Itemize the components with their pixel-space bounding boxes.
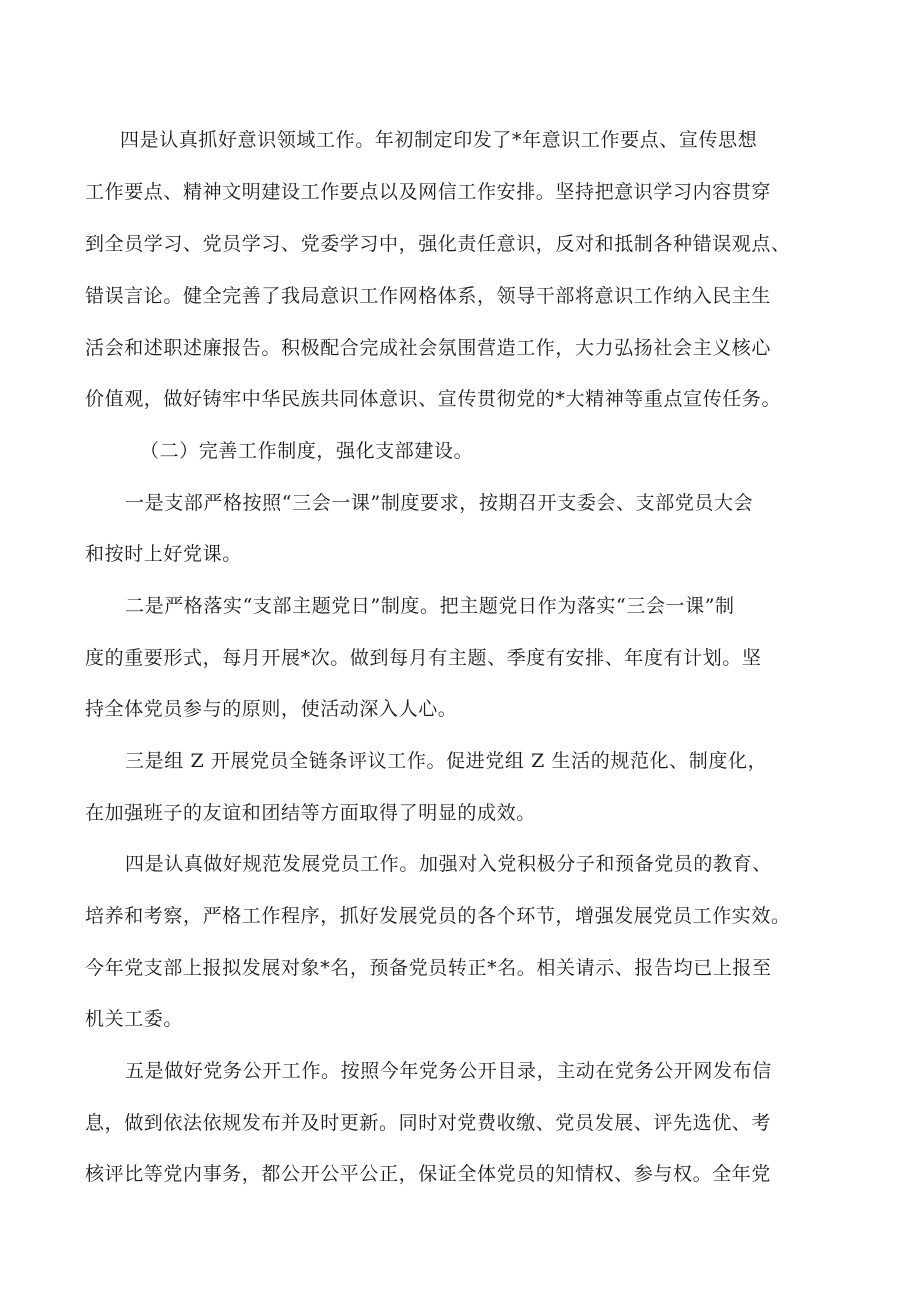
text-line: 二是严格落实“支部主题党日”制度。把主题党日作为落实“三会一课”制 bbox=[125, 595, 735, 617]
text-line: 到全员学习、党员学习、党委学习中，强化责任意识，反对和抵制各种错误观点、 bbox=[85, 233, 791, 255]
text-line: 一是支部严格按照“三会一课”制度要求，按期召开支委会、支部党员大会 bbox=[125, 492, 754, 514]
text-line: 活会和述职述廉报告。积极配合完成社会氛围营造工作，大力弘扬社会主义核心 bbox=[85, 337, 772, 359]
text-line: 四是认真抓好意识领域工作。年初制定印发了*年意识工作要点、宣传思想 bbox=[120, 129, 758, 151]
text-line: 五是做好党务公开工作。按照今年党务公开目录，主动在党务公开网发布信 bbox=[125, 1060, 772, 1082]
text-line: 三是组 Z 开展党员全链条评议工作。促进党组 Z 生活的规范化、制度化， bbox=[125, 750, 768, 772]
text-line: 核评比等党内事务，都公开公平公正，保证全体党员的知情权、参与权。全年党 bbox=[85, 1163, 772, 1185]
text-line: 在加强班子的友谊和团结等方面取得了明显的成效。 bbox=[85, 802, 536, 824]
section-heading: （二）完善工作制度，强化支部建设。 bbox=[140, 440, 474, 462]
text-line: 四是认真做好规范发展党员工作。加强对入党积极分子和预备党员的教育、 bbox=[125, 853, 772, 875]
text-line: 价值观，做好铸牢中华民族共同体意识、宣传贯彻党的*大精神等重点宣传任务。 bbox=[85, 388, 782, 410]
text-line: 机关工委。 bbox=[85, 1008, 184, 1030]
text-line: 持全体党员参与的原则，使活动深入人心。 bbox=[85, 698, 458, 720]
text-line: 度的重要形式，每月开展*次。做到每月有主题、季度有安排、年度有计划。坚 bbox=[85, 647, 762, 669]
text-line: 和按时上好党课。 bbox=[85, 543, 242, 565]
text-line: 培养和考察，严格工作程序，抓好发展党员的各个环节，增强发展党员工作实效。 bbox=[85, 905, 791, 927]
text-line: 错误言论。健全完善了我局意识工作网格体系，领导干部将意识工作纳入民主生 bbox=[85, 285, 772, 307]
text-line: 工作要点、精神文明建设工作要点以及网信工作安排。坚持把意识学习内容贯穿 bbox=[85, 181, 772, 203]
text-line: 息，做到依法依规发布并及时更新。同时对党费收缴、党员发展、评先选优、考 bbox=[85, 1112, 772, 1134]
text-line: 今年党支部上报拟发展对象*名，预备党员转正*名。相关请示、报告均已上报至 bbox=[85, 957, 772, 979]
